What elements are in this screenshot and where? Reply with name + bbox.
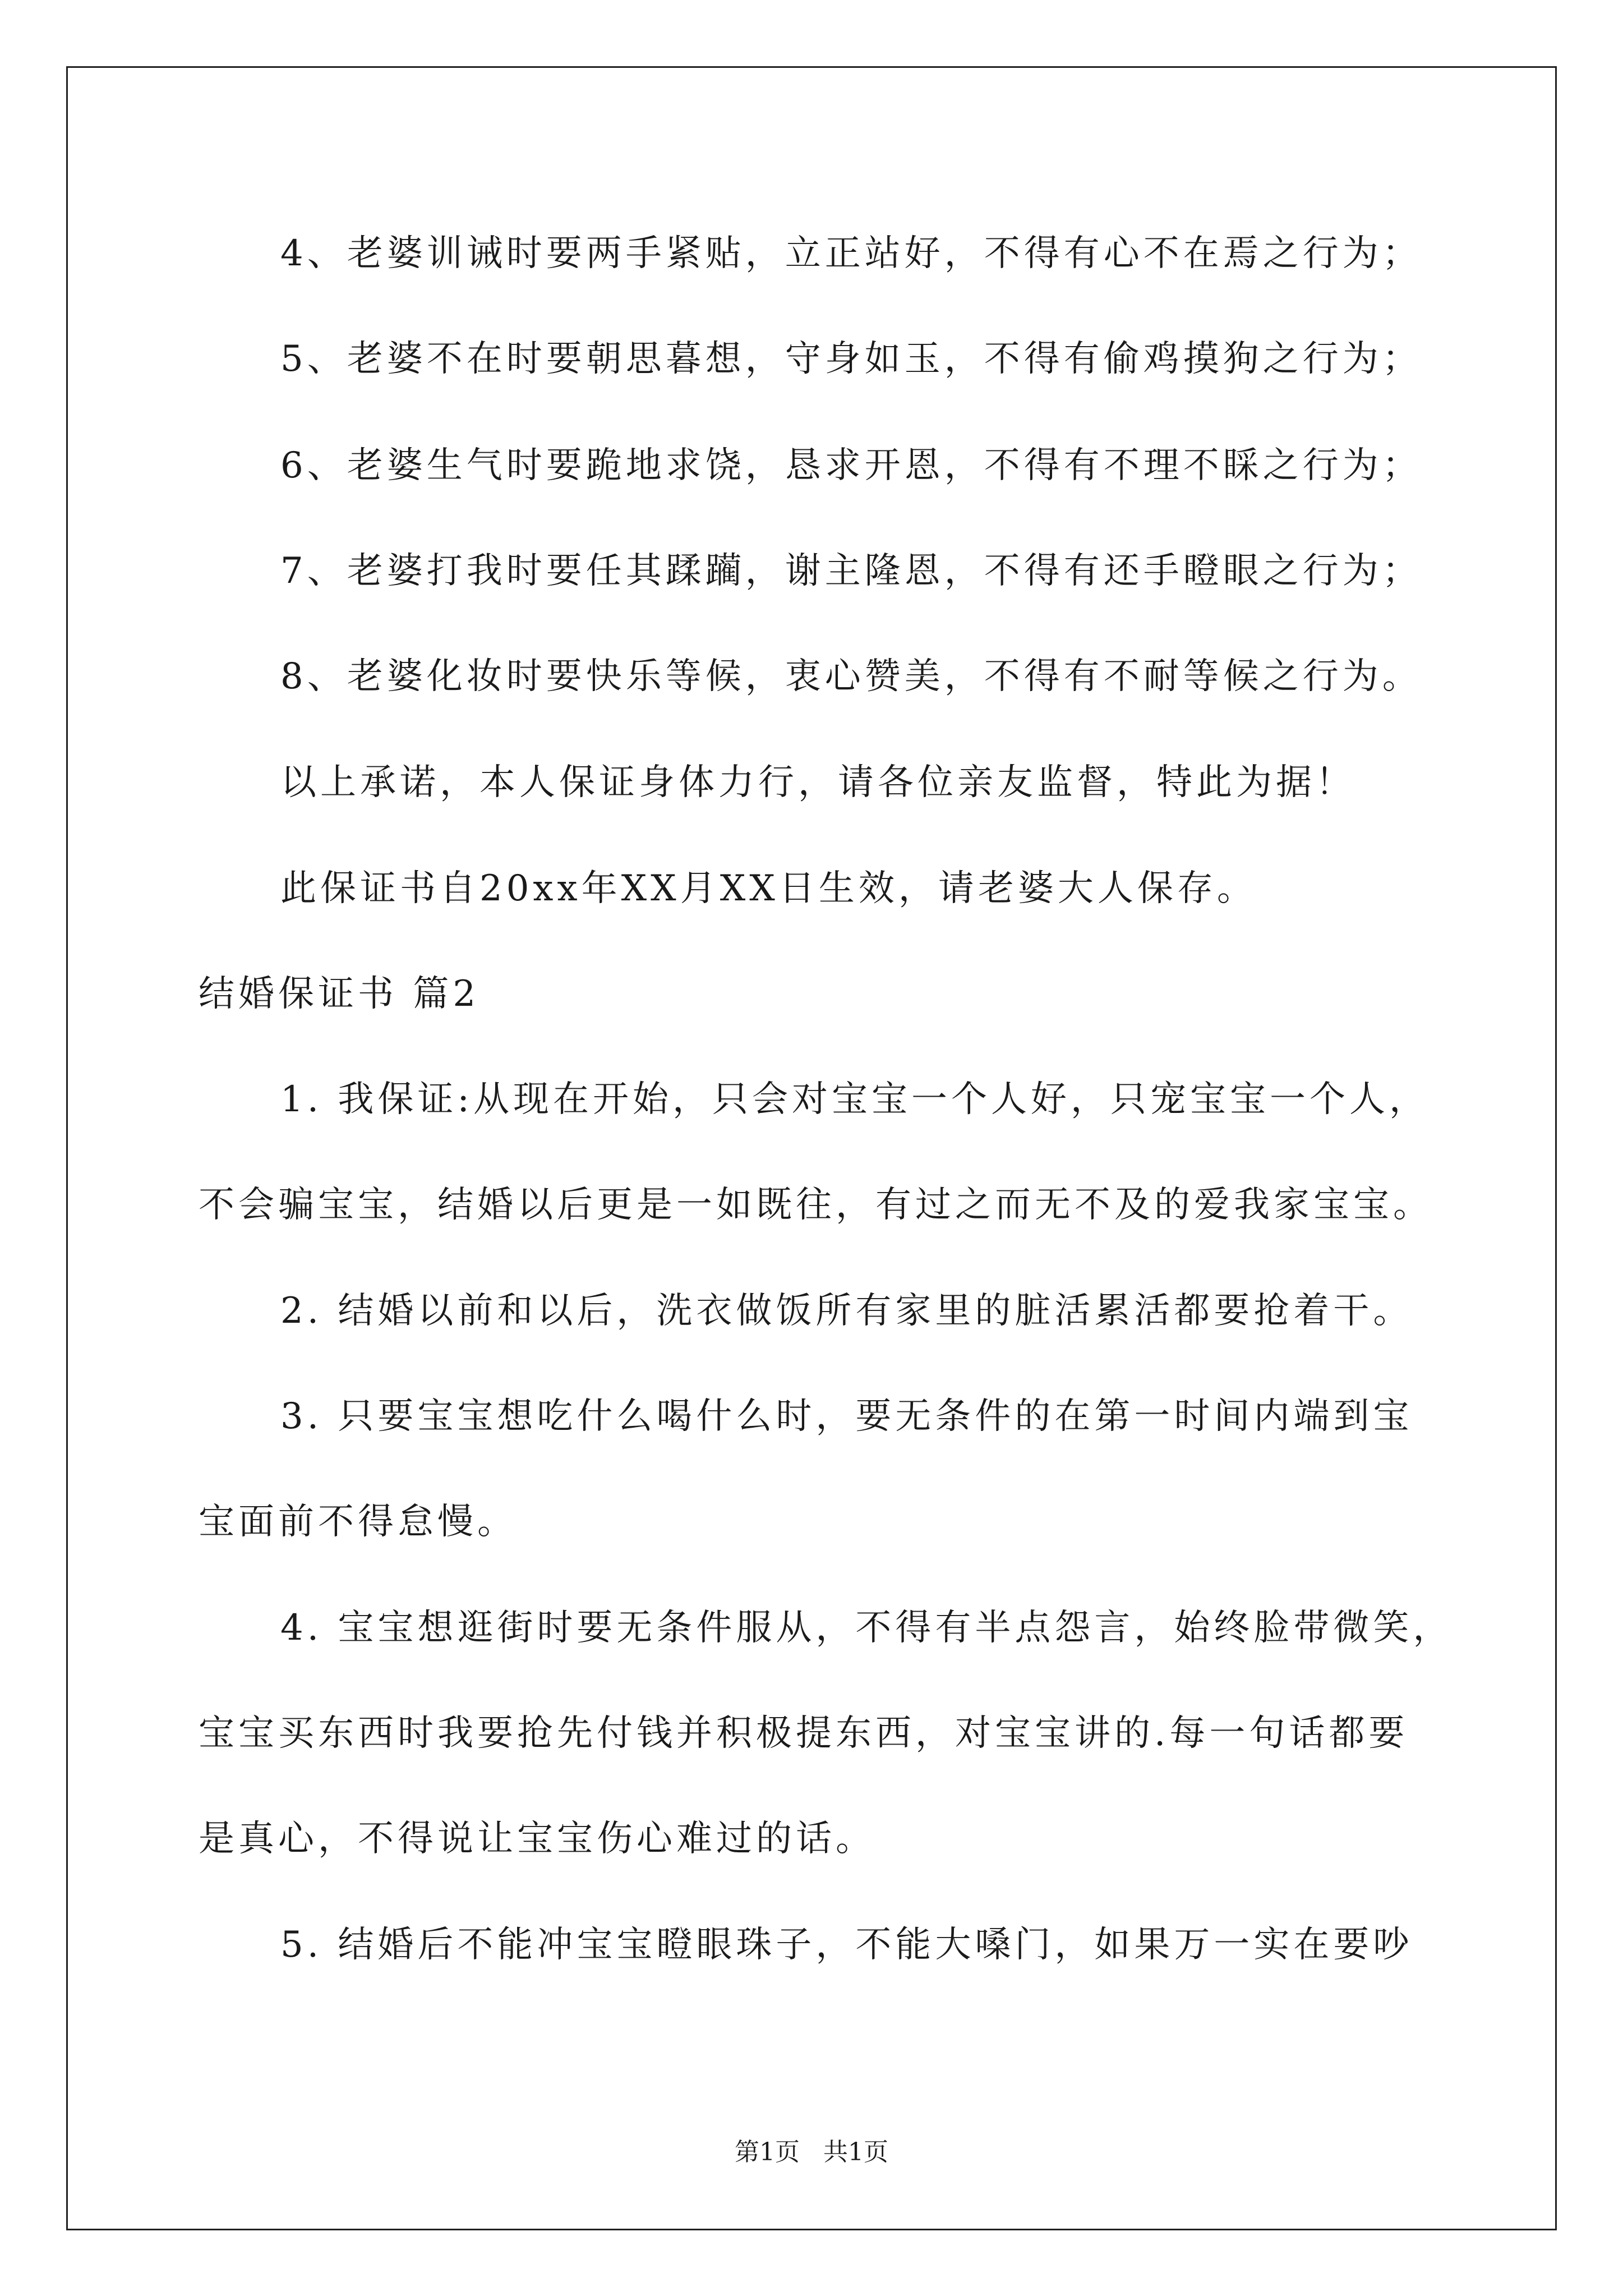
rule-line-7: 7、老婆打我时要任其蹂躏，谢主隆恩，不得有还手瞪眼之行为； (280, 550, 1422, 592)
rule-line-5: 5、老婆不在时要朝思暮想，守身如玉，不得有偷鸡摸狗之行为； (280, 338, 1422, 380)
page-footer: 第1页 共1页 (735, 2138, 888, 2166)
rule-line-6: 6、老婆生气时要跪地求饶，恳求开恩，不得有不理不睬之行为； (280, 445, 1422, 486)
item-4-line-3: 是真心，不得说让宝宝伤心难过的话。 (199, 1818, 875, 1860)
item-2: 2. 结婚以前和以后，洗衣做饭所有家里的脏活累活都要抢着干。 (280, 1290, 1413, 1332)
item-1-line-2: 不会骗宝宝，结婚以后更是一如既往，有过之而无不及的爱我家宝宝。 (199, 1184, 1433, 1226)
section-heading: 结婚保证书 篇2 (199, 973, 480, 1015)
effective-date-paragraph: 此保证书自20xx年XX月XX日生效，请老婆大人保存。 (280, 868, 1257, 909)
rule-line-4: 4、老婆训诫时要两手紧贴，立正站好，不得有心不在焉之行为； (280, 233, 1422, 274)
item-3-line-1: 3. 只要宝宝想吃什么喝什么时，要无条件的在第一时间内端到宝 (280, 1396, 1413, 1437)
page-border (66, 66, 1557, 2230)
item-4-line-2: 宝宝买东西时我要抢先付钱并积极提东西，对宝宝讲的.每一句话都要 (199, 1713, 1409, 1754)
item-3-line-2: 宝面前不得怠慢。 (199, 1501, 517, 1543)
item-1-line-1: 1. 我保证:从现在开始，只会对宝宝一个人好，只宠宝宝一个人， (280, 1079, 1429, 1120)
item-5-line-1: 5. 结婚后不能冲宝宝瞪眼珠子，不能大嗓门，如果万一实在要吵 (280, 1924, 1413, 1966)
pledge-paragraph: 以上承诺，本人保证身体力行，请各位亲友监督，特此为据！ (280, 762, 1355, 803)
rule-line-8: 8、老婆化妆时要快乐等候，衷心赞美，不得有不耐等候之行为。 (280, 656, 1422, 697)
item-4-line-1: 4. 宝宝想逛街时要无条件服从，不得有半点怨言，始终脸带微笑， (280, 1607, 1453, 1649)
